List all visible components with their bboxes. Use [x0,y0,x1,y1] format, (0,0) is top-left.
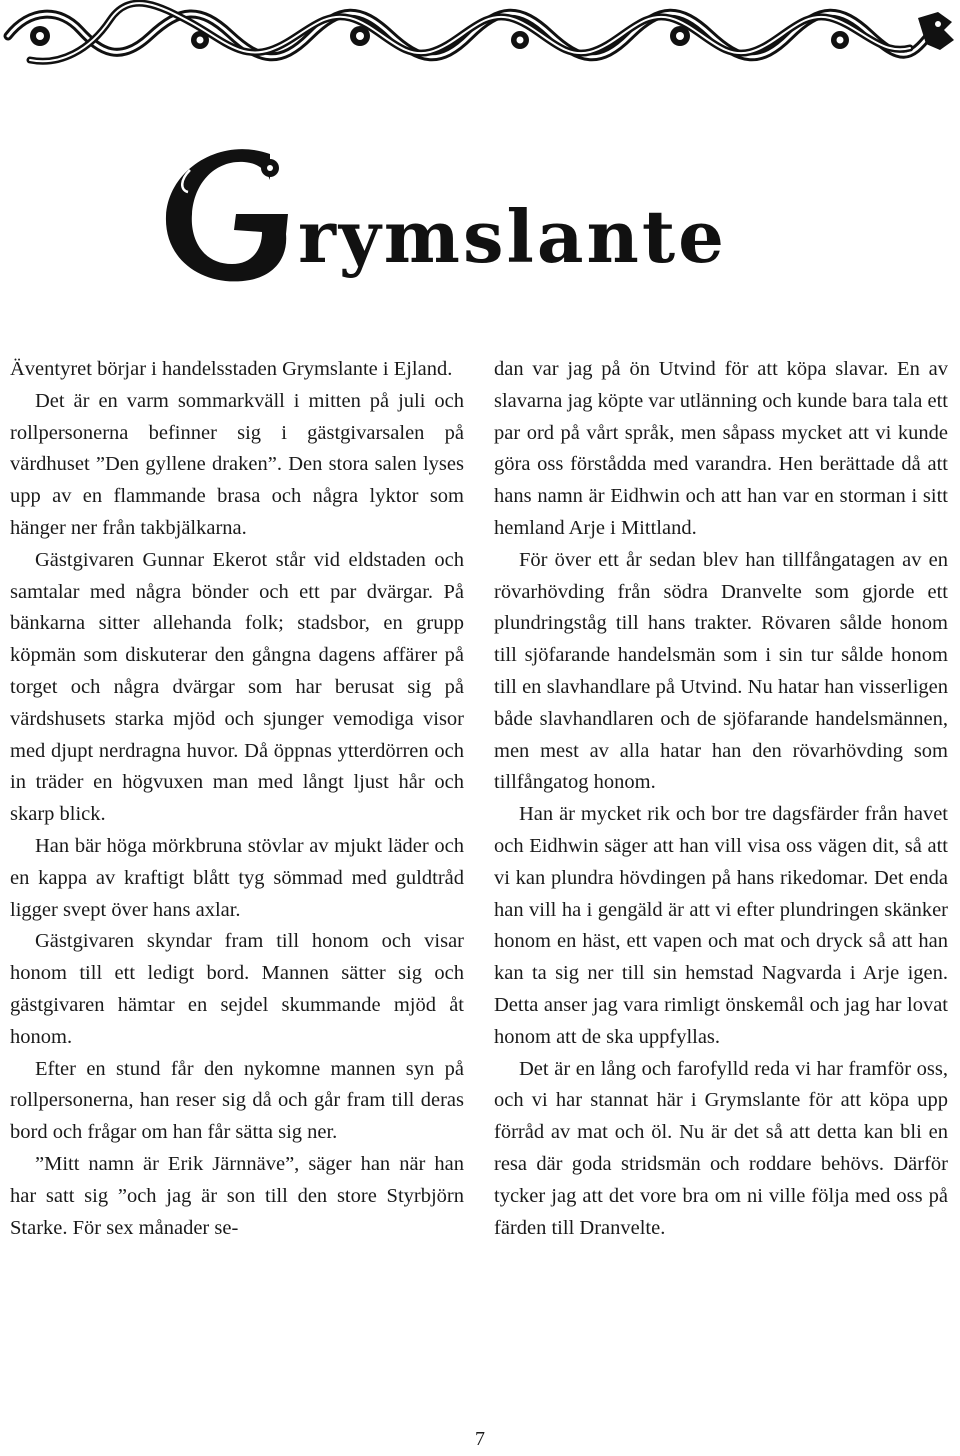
paragraph: Det är en varm sommarkväll i mitten på juli och rollpersonerna befinner sig i gästgivarsalen på värdhuset ”Den gyllene draken”. Den stora salen lyses upp av en flammande brasa och några lyktor som hänger ner från takbjälkarna. [10,389,464,539]
celtic-knot-border [0,0,960,72]
paragraph: Han bär höga mörkbruna stövlar av mjukt läder och en kappa av kraftigt blått tyg sömmad med guldtråd ligger svept över hans axlar. [10,834,464,921]
paragraph: Gästgivaren skyndar fram till honom och visar honom till ett ledigt bord. Mannen sätter sig och gästgivaren hämtar en sejdel skummande mjöd åt honom. [10,930,464,1048]
paragraph: Efter en stund får den nykomne mannen syn på rollpersonerna, han reser sig då och går fram till deras bord och frågar om han får sätta sig ner. [10,1057,464,1144]
paragraph: Gästgivaren Gunnar Ekerot står vid eldstaden och samtalar med några bönder och ett par dvärgar. På bänkarna sitter allehanda folk; stadsbor, en grupp köpmän som diskuterar den gångna dagens affärer på torget och några dvärgar som har berusat sig på värdshusets starka mjöd och sjunger vemodiga visor med djupt nerdragna huvor. Då öppnas ytterdörren och in träder en högvuxen man med långt ljust hår och skarp blick. [10,548,464,826]
paragraph: Det är en lång och farofylld reda vi har framför oss, och vi har stannat här i Grymslante för att köpa upp förråd av mat och öl. Nu är det så att detta kan bli en resa där goda stridsmän och roddare behövs. Därför tycker jag att det vore bra om ni ville följa med oss på färden till Dranvelte. [494,1057,948,1239]
page-title-text: rymslante [298,194,727,279]
paragraph: Äventyret börjar i handelsstaden Grymslante i Ejland. [10,358,453,380]
paragraph: För över ett år sedan blev han tillfångatagen av en rövarhövding från södra Dranvelte som gjorde ett plundringståg till hans trakter. Rövaren sålde honom till sjöfarande handelsmän som i sin tur sålde honom till en slavhandlare på Utvind. Nu hatar han visserligen både slavhandlaren och de sjöfarande handelsmännen, men mest av alla hatar han den rövarhövding som tillfångatog honom. [494,548,948,794]
page-number: 7 [475,1428,485,1450]
paragraph: Han är mycket rik och bor tre dagsfärder från havet och Eidhwin säger att han vill visa oss vägen dit, så att vi kan plundra hövdingen på hans rikedomar. Det enda han vill ha i gengäld är att vi efter plundringen skänker honom en häst, ett vapen och mat och dryck så att han kan ta sig ner till sin hemstad Nagvarda i Arje igen. Detta anser jag vara rimligt önskemål och jag har lovat honom att de ska uppfyllas. [494,803,948,1048]
page-title [150,130,830,290]
paragraph: ”Mitt namn är Erik Järnnäve”, säger han när han har satt sig ”och jag är son till den store Styrbjörn Starke. För sex månader se- [10,1152,464,1239]
paragraph: dan var jag på ön Utvind för att köpa slavar. En av slavarna jag köpte var utlänning och kunde bara tala ett par ord på vårt språk, men såpass mycket att vi kunde göra oss förstådda med varandra. Hen berättade då att hans namn är Eidhwin och att han var en storman i sitt hemland Arje i Mittland. [494,358,948,539]
left-column [10,354,464,1244]
right-column [494,354,948,1244]
ornate-initial-g [166,149,288,281]
